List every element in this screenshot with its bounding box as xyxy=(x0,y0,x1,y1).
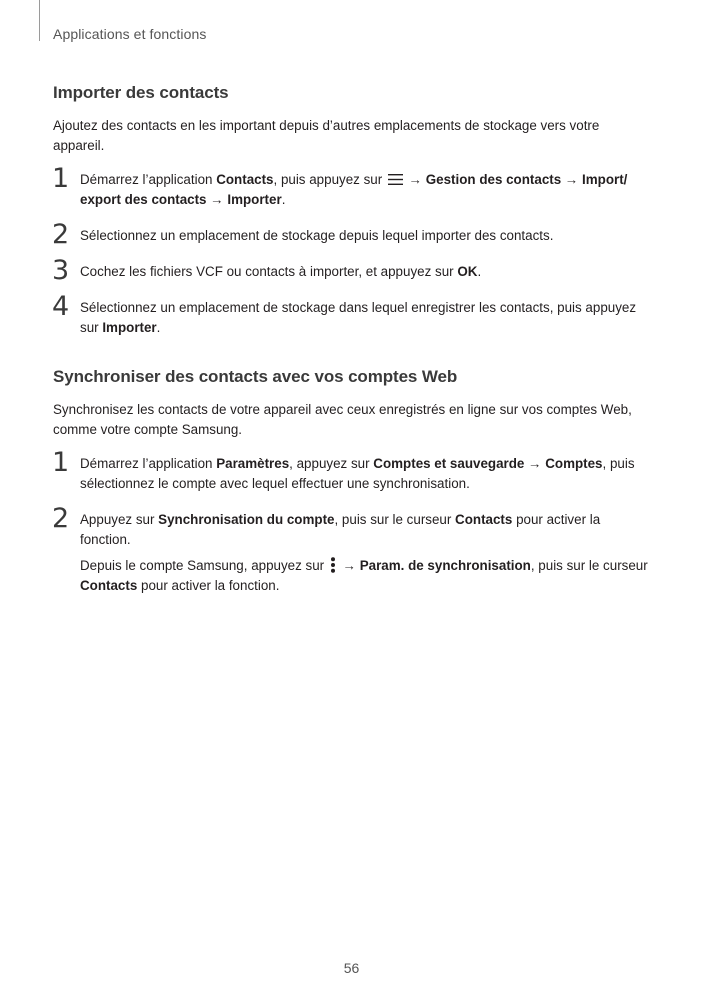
arrow: → xyxy=(338,558,360,573)
ui-term-parametres: Paramètres xyxy=(216,456,290,471)
sync-step-1 xyxy=(52,447,653,494)
page-number: 56 xyxy=(343,960,360,976)
text-run: Cochez les fichiers VCF ou contacts à importer, et appuyez sur xyxy=(80,264,458,279)
section-title-import: Importer des contacts xyxy=(53,83,229,102)
page-header: Applications et fonctions xyxy=(53,26,207,42)
text-run: , puis sur le curseur xyxy=(530,558,648,573)
section-intro-sync: Synchronisez les contacts de votre appareil avec ceux enregistrés en ligne sur vos comptes Web, comme votre compte Samsung. xyxy=(53,402,632,437)
ui-term-comptes-sauvegarde: Comptes et sauvegarde xyxy=(373,456,525,471)
step-number: 1 xyxy=(52,163,70,194)
section-intro-import: Ajoutez des contacts en les important depuis d’autres emplacements de stockage vers votre appareil. xyxy=(53,118,600,153)
menu-icon xyxy=(388,174,403,185)
ui-term-gestion-contacts: Gestion des contacts xyxy=(425,172,562,187)
step-number: 1 xyxy=(52,447,70,478)
import-step-1 xyxy=(52,163,653,210)
ui-term-contacts: Contacts xyxy=(216,172,274,187)
text-run: pour activer la fonction. xyxy=(80,512,601,547)
text-run: Sélectionnez un emplacement de stockage depuis lequel importer des contacts. xyxy=(80,228,554,243)
import-step-4 xyxy=(52,291,653,338)
step-text xyxy=(80,264,481,279)
text-run: . xyxy=(281,192,286,207)
text-run: Appuyez sur xyxy=(80,512,159,527)
import-step-3 xyxy=(52,255,653,286)
import-step-2 xyxy=(52,219,653,250)
text-run: , puis sur le curseur xyxy=(334,512,456,527)
step-number: 3 xyxy=(52,255,70,286)
text-run: pour activer la fonction. xyxy=(137,578,280,593)
step-text xyxy=(80,228,553,243)
ui-term-contacts: Contacts xyxy=(455,512,513,527)
header-divider xyxy=(39,0,40,41)
page-content xyxy=(53,82,653,612)
arrow: → xyxy=(206,192,228,207)
text-run: , puis sélectionnez le compte avec lequel effectuer une synchronisation. xyxy=(80,456,635,491)
ui-term-contacts: Contacts xyxy=(80,578,138,593)
text-run: Démarrez l’application xyxy=(80,172,217,187)
step-text xyxy=(80,512,600,547)
text-run: , puis appuyez sur xyxy=(273,172,386,187)
arrow: → xyxy=(561,172,583,187)
arrow: → xyxy=(524,456,546,471)
more-options-icon xyxy=(330,557,336,573)
arrow: → xyxy=(404,172,426,187)
step-text xyxy=(80,172,627,207)
text-run: Depuis le compte Samsung, appuyez sur xyxy=(80,558,328,573)
text-run: . xyxy=(477,264,482,279)
text-run: Démarrez l’application xyxy=(80,456,217,471)
ui-term-importer: Importer xyxy=(227,192,282,207)
ui-term-ok: OK xyxy=(457,264,478,279)
step-text xyxy=(80,456,635,491)
ui-term-param-synchronisation: Param. de synchronisation xyxy=(359,558,531,573)
ui-term-comptes: Comptes xyxy=(545,456,603,471)
step-text xyxy=(80,300,636,335)
ui-term-import-export: Import/ export des contacts xyxy=(80,172,628,207)
step-subnote xyxy=(80,556,653,596)
step-number: 2 xyxy=(52,219,70,250)
ui-term-importer: Importer xyxy=(102,320,157,335)
text-run: , appuyez sur xyxy=(289,456,374,471)
text-run: . xyxy=(156,320,161,335)
text-run: Sélectionnez un emplacement de stockage dans lequel enregistrer les contacts, puis appuyez sur xyxy=(80,300,637,335)
step-number: 4 xyxy=(52,291,70,322)
sync-step-2 xyxy=(52,503,653,596)
ui-term-synchronisation-compte: Synchronisation du compte xyxy=(158,512,335,527)
step-number: 2 xyxy=(52,503,70,534)
section-title-sync: Synchroniser des contacts avec vos comptes Web xyxy=(53,367,458,386)
section-spacer xyxy=(53,354,653,366)
